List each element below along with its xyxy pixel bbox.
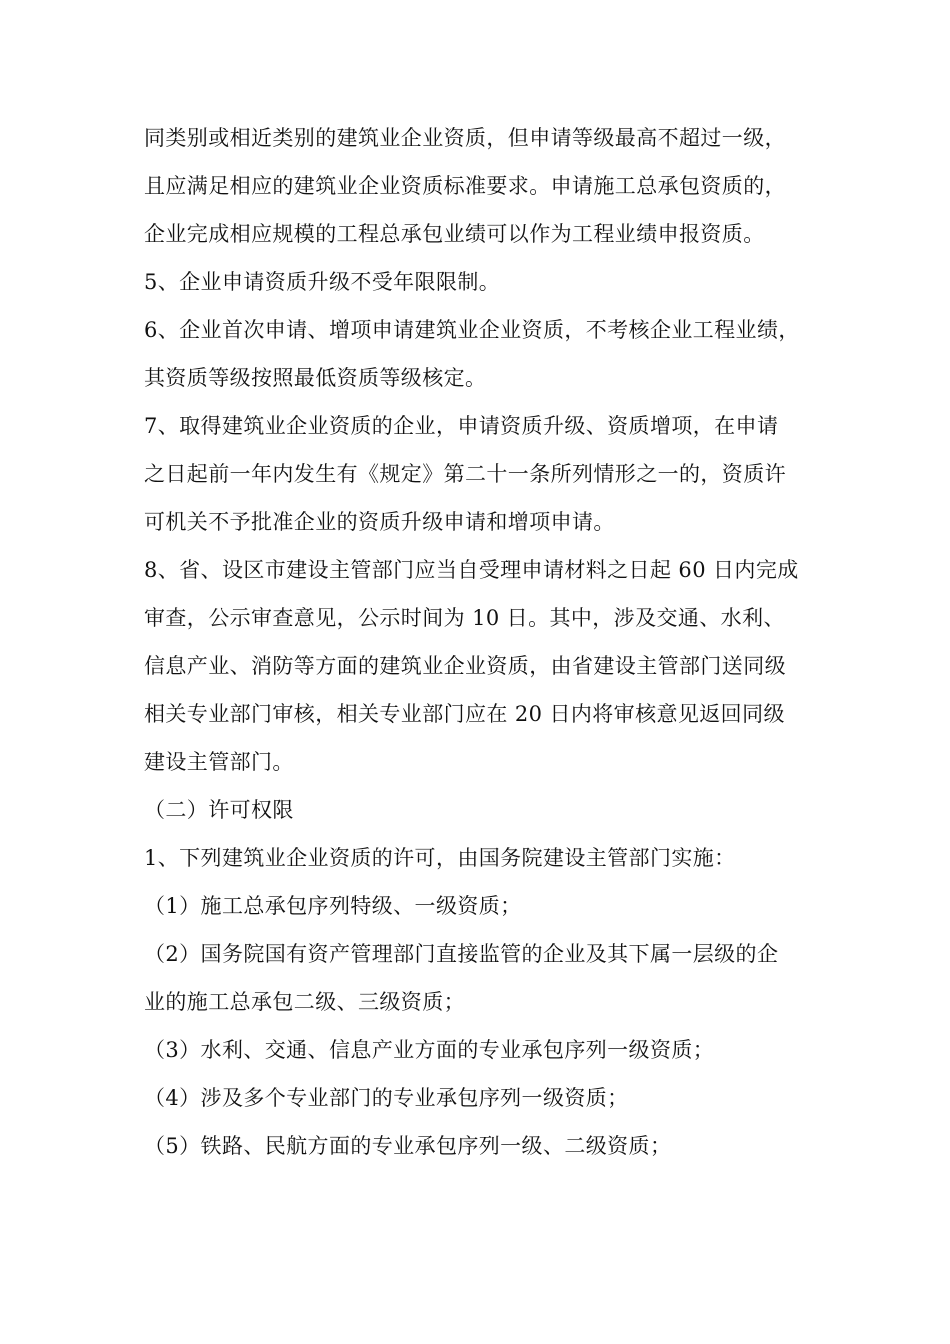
text-line: 之日起前一年内发生有《规定》第二十一条所列情形之一的，资质许 <box>144 462 786 486</box>
section-heading: （二）许可权限 <box>144 798 294 822</box>
list-item: （2）国务院国有资产管理部门直接监管的企业及其下属一层级的企 <box>144 942 779 966</box>
text-line: 6、企业首次申请、增项申请建筑业企业资质，不考核企业工程业绩， <box>144 318 800 342</box>
text-line: 其资质等级按照最低资质等级核定。 <box>144 366 487 390</box>
text-line: 相关专业部门审核，相关专业部门应在 20 日内将审核意见返回同级 <box>144 702 785 726</box>
text-line: 企业完成相应规模的工程总承包业绩可以作为工程业绩申报资质。 <box>144 222 765 246</box>
list-item: （4）涉及多个专业部门的专业承包序列一级资质； <box>144 1086 629 1110</box>
document-body <box>144 114 814 1170</box>
text-line: 建设主管部门。 <box>144 750 294 774</box>
text-line: 审查，公示审查意见，公示时间为 10 日。其中，涉及交通、水利、 <box>144 606 785 630</box>
text-line: 8、省、设区市建设主管部门应当自受理申请材料之日起 60 日内完成 <box>144 558 799 582</box>
text-line: 且应满足相应的建筑业企业资质标准要求。申请施工总承包资质的， <box>144 174 786 198</box>
text-line: 信息产业、消防等方面的建筑业企业资质，由省建设主管部门送同级 <box>144 654 786 678</box>
text-line: 5、企业申请资质升级不受年限限制。 <box>144 270 501 294</box>
text-line: 7、取得建筑业企业资质的企业，申请资质升级、资质增项，在申请 <box>144 414 779 438</box>
list-item: （3）水利、交通、信息产业方面的专业承包序列一级资质； <box>144 1038 715 1062</box>
list-item: （5）铁路、民航方面的专业承包序列一级、二级资质； <box>144 1134 672 1158</box>
text-line: 同类别或相近类别的建筑业企业资质，但申请等级最高不超过一级， <box>144 126 786 150</box>
list-item: （1）施工总承包序列特级、一级资质； <box>144 894 522 918</box>
text-line: 1、下列建筑业企业资质的许可，由国务院建设主管部门实施： <box>144 846 736 870</box>
list-item-continuation: 业的施工总承包二级、三级资质； <box>144 990 465 1014</box>
text-line: 可机关不予批准企业的资质升级申请和增项申请。 <box>144 510 615 534</box>
